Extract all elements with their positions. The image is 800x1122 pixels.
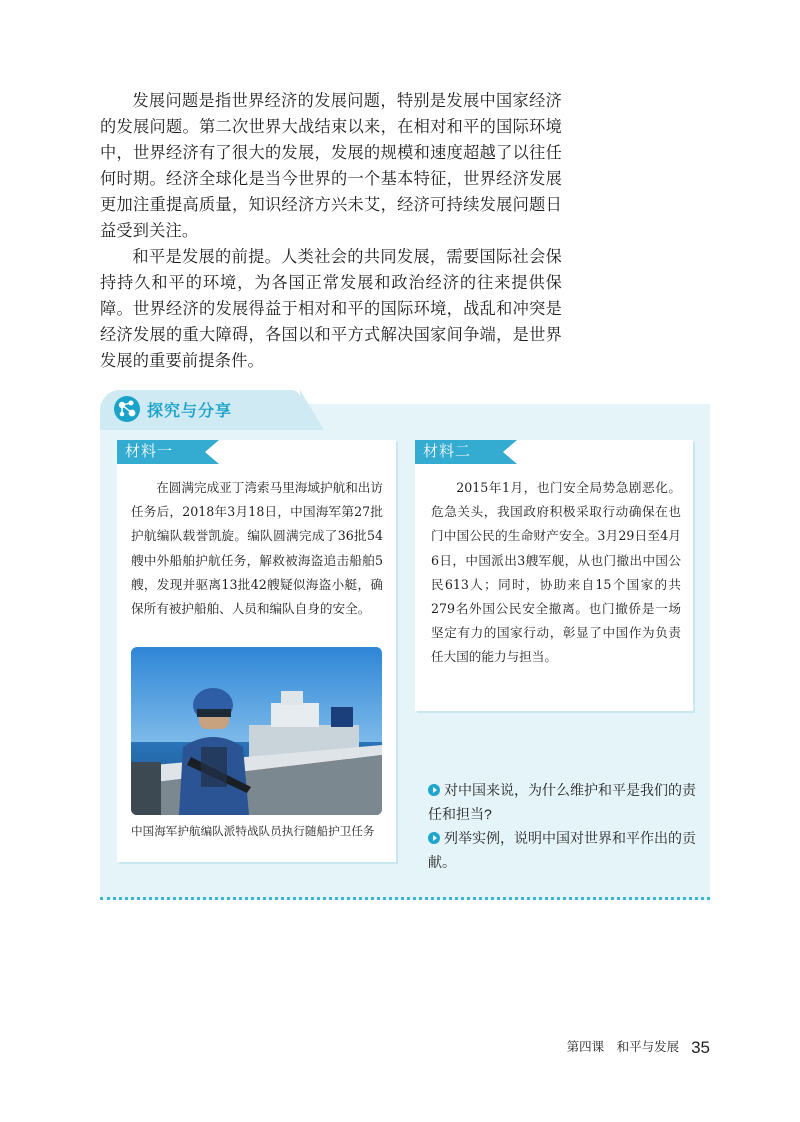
page-footer [530,1037,710,1058]
lesson-title: 第四课 和平与发展 [566,1040,680,1054]
navy-soldier-photo [131,647,382,815]
play-arrow-icon [428,832,440,844]
material-two-label: 材料二 [415,440,503,464]
page-number: 35 [691,1038,710,1057]
intro-paragraph: 和平是发展的前提。人类社会的共同发展，需要国际社会保持持久和平的环境，为各国正常发展和政治经济的往来提供保障。世界经济的发展得益于相对和平的国际环境，战乱和冲突是经济发展的重大障碍，各国以和平方式解决国家间争端，是世界发展的重要前提条件。 [100,247,562,370]
photo-illustration [131,647,382,815]
explore-title: 探究与分享 [147,403,233,420]
material-two-card [415,440,693,711]
explore-section [100,390,710,900]
question-item [428,778,708,826]
question-item [428,826,708,874]
material-two-text: 2015年1月，也门安全局势急剧恶化。危急关头，我国政府积极采取行动确保在也门中国公民的生命财产安全。3月29日至4月6日，中国派出3艘军舰，从也门撤出中国公民613人；同时，协助来自15个国家的共279名外国公民安全撤离。也门撤侨是一场坚定有力的国家行动，彰显了中国作为负责任大国的能力与担当。 [431,480,681,665]
molecule-icon [112,394,142,424]
play-arrow-icon [428,784,440,796]
explore-tab [100,390,300,430]
question-text: 对中国来说，为什么维护和平是我们的责任和担当? [428,782,696,822]
material-one-card [117,440,396,862]
questions-list [428,778,708,874]
photo-caption: 中国海军护航编队派特战队员执行随船护卫任务 [131,825,375,838]
material-one-text: 在圆满完成亚丁湾索马里海域护航和出访任务后，2018年3月18日，中国海军第27批护航编队载誉凯旋。编队圆满完成了36批54艘中外船舶护航任务，解救被海盗追击船舶5艘，发现并驱离13批42艘疑似海盗小艇，确保所有被护船舶、人员和编队自身的安全。 [131,480,383,617]
intro-paragraph: 发展问题是指世界经济的发展问题，特别是发展中国家经济的发展问题。第二次世界大战结束以来，在相对和平的国际环境中，世界经济有了很大的发展，发展的规模和速度超越了以往任何时期。经济全球化是当今世界的一个基本特征，世界经济发展更加注重提高质量，知识经济方兴未艾，经济可持续发展问题日益受到关注。 [100,91,562,240]
material-one-label: 材料一 [117,440,205,464]
question-text: 列举实例，说明中国对世界和平作出的贡献。 [428,830,696,870]
dotted-divider [100,897,710,900]
intro-text [100,88,562,374]
